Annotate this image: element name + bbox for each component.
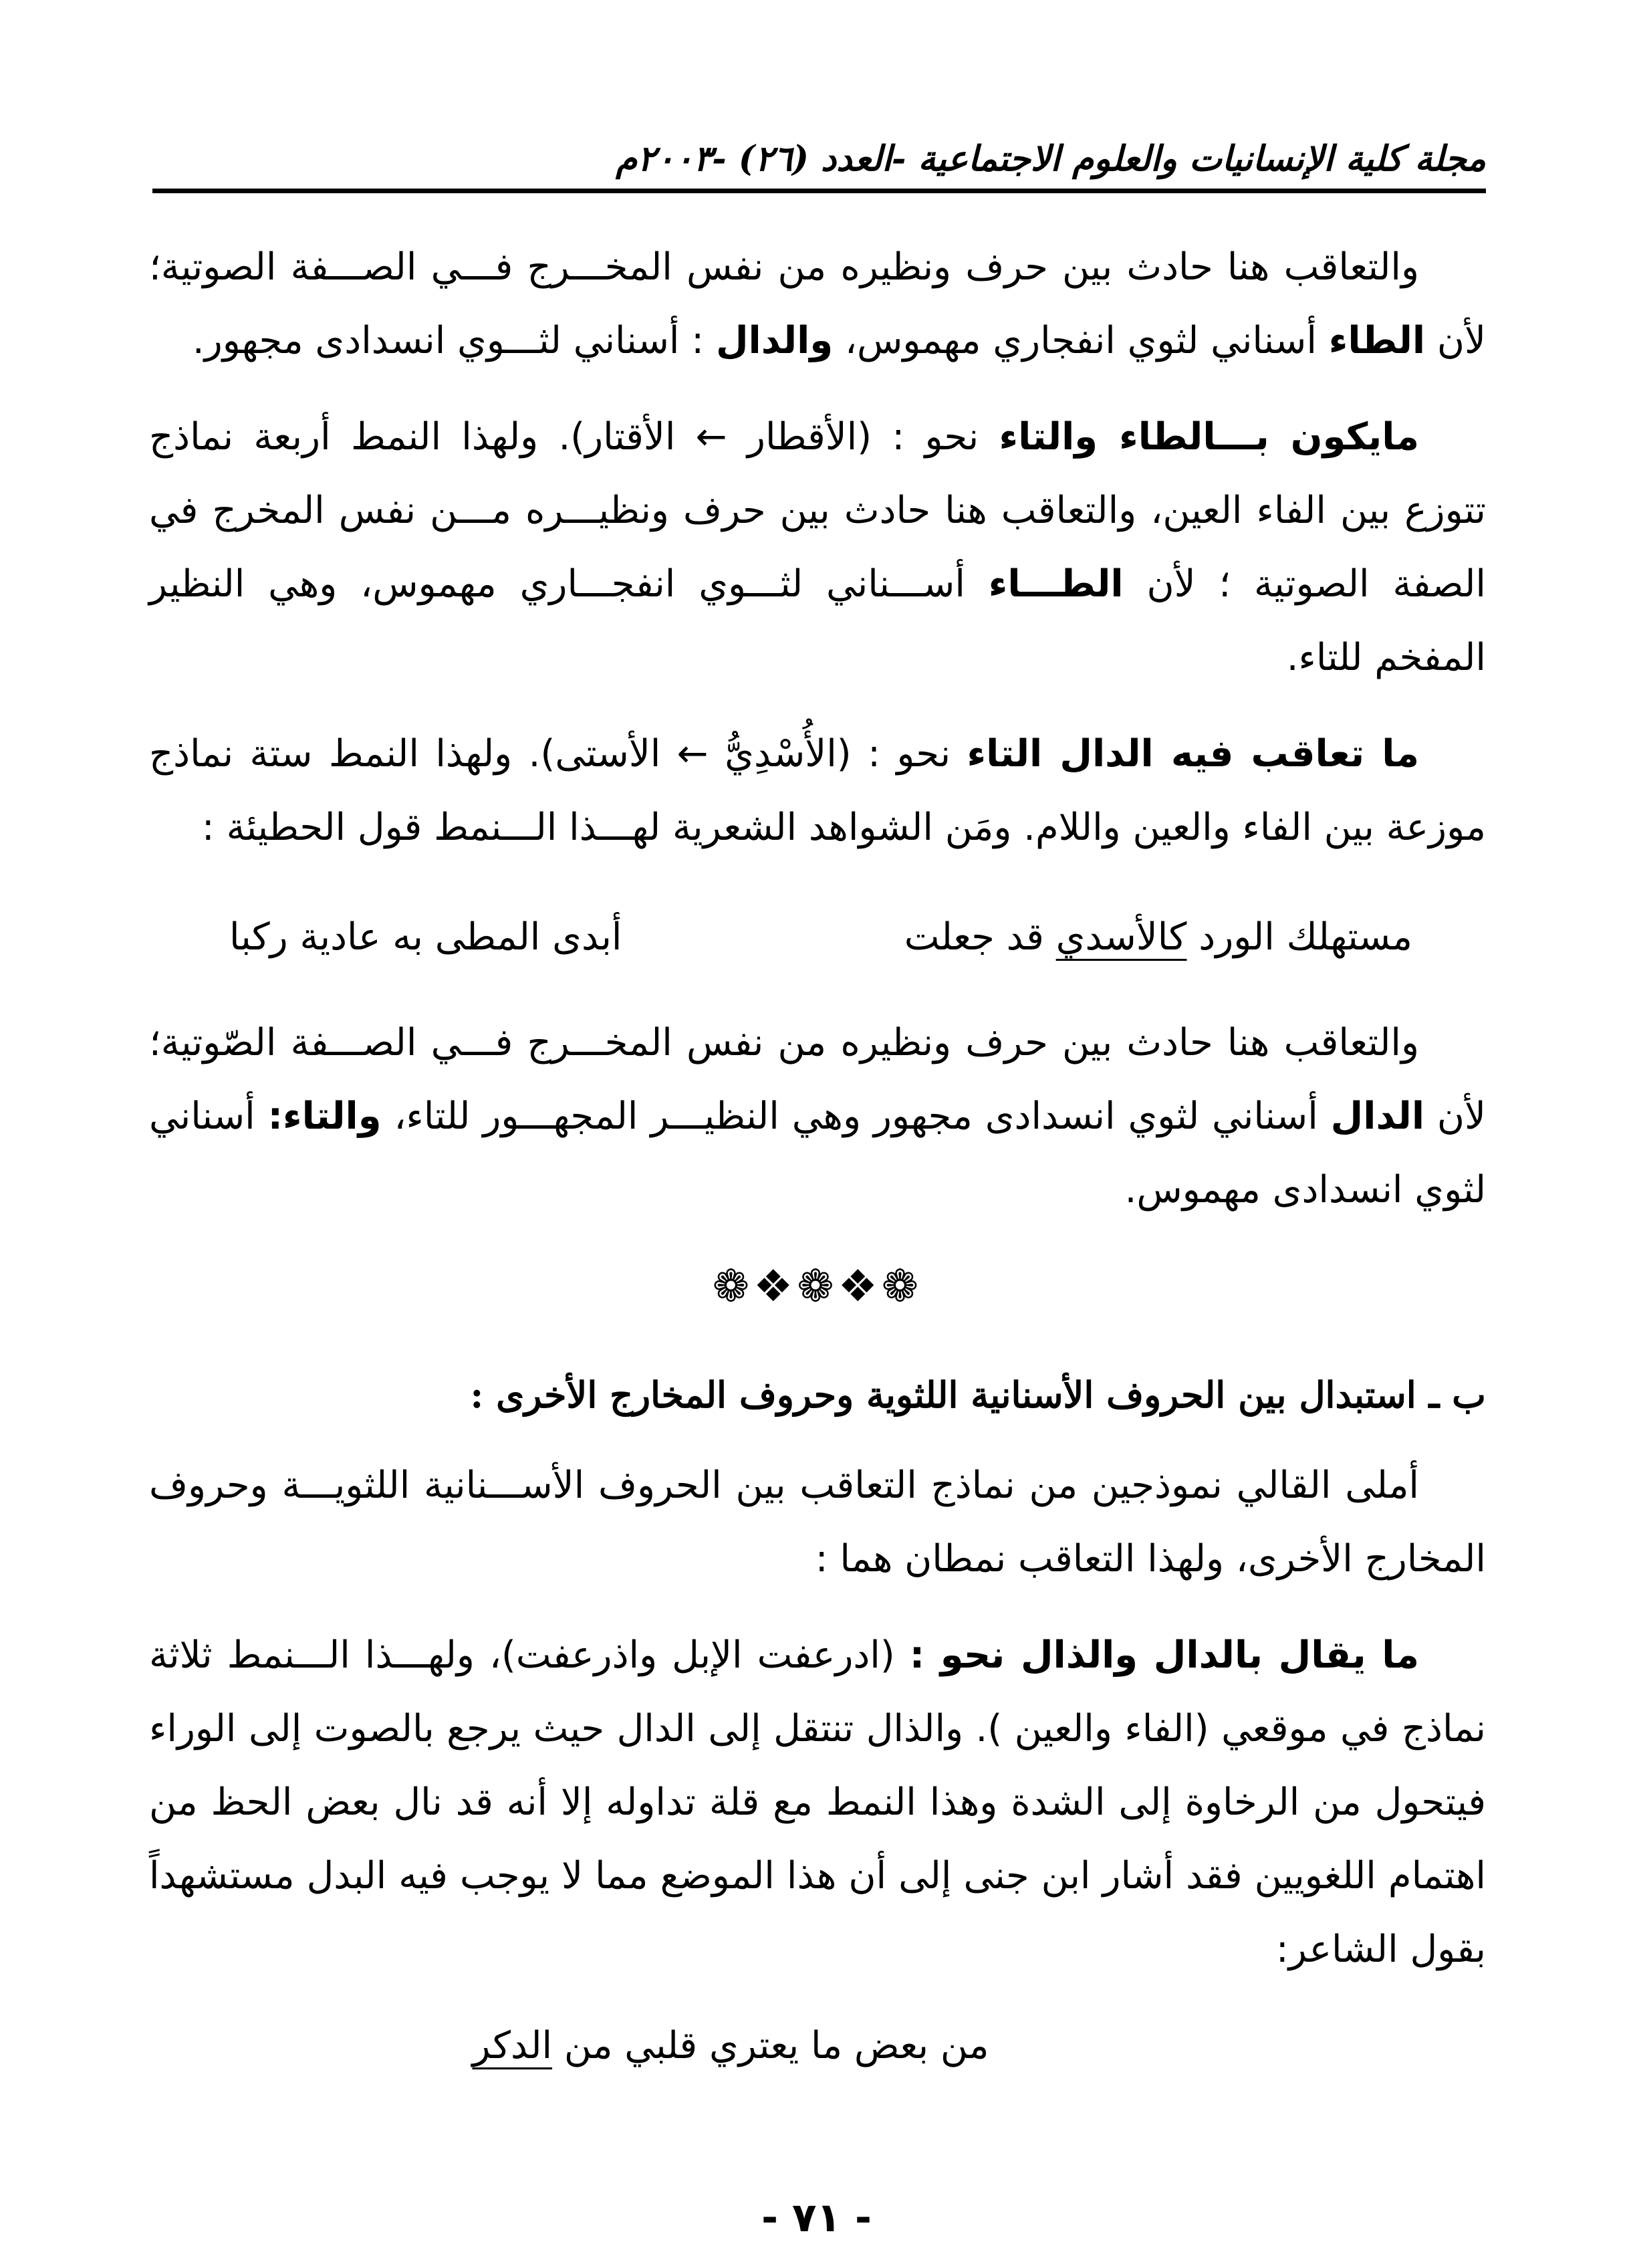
text-run: (ادرعفت الإبل واذرعفت)، ولهـــذا الـــنمط ثلاثة نماذج في موقعي (الفاء والعين ). والذال تنتقل إلى الدال حيث يرجع بالصوت إلى الوراء فيتحول من الرخاوة إلى الشدة وهذا النمط مع قلة تداوله إلا أنه قد نال بعض الحظ من اهتمام اللغويين فقد أشار ابن جنى إلى أن هذا الموضع مما لا يوجب فيه البدل مستشهداً بقول الشاعر: bbox=[149, 1633, 1486, 1971]
text-run: والتعاقب هنا حادث بين حرف ونظيره من نفس المخـــرج فـــي الصـــفة الصّوتية؛ لأن bbox=[149, 1021, 1486, 1138]
text-run: أملى القالي نموذجين من نماذج التعاقب بين الحروف الأســـنانية اللثويـــة وحروف المخارج الأخرى، ولهذا التعاقب نمطان هما : bbox=[149, 1464, 1486, 1581]
text-run: نحو : (الأُسْدِيُّ ← الأستى). ولهذا النمط ستة نماذج موزعة بين الفاء والعين واللام. ومَن الشواهد الشعرية لهـــذا الـــنمط قول الحطيئة : bbox=[149, 732, 1486, 849]
bold-term: الطاء bbox=[1328, 319, 1426, 362]
text-run: مستهلك الورد bbox=[1186, 915, 1412, 959]
ornament-divider: ❁❖❁❖❁ bbox=[712, 1260, 923, 1312]
journal-title: مجلة كلية الإنسانيات والعلوم الاجتماعية -العدد (٢٦) -٢٠٠٣م bbox=[616, 138, 1486, 179]
article-body bbox=[149, 231, 1486, 2083]
verse-first-hemistich bbox=[904, 901, 1412, 974]
text-run: قد جعلت bbox=[904, 915, 1056, 959]
bold-term: والتاء: bbox=[267, 1095, 382, 1138]
paragraph-4 bbox=[149, 1006, 1486, 1227]
text-run: من بعض ما يعتري قلبي من bbox=[552, 2024, 989, 2067]
text-run: أسناني لثوي انفجاري مهموس، bbox=[833, 319, 1329, 362]
text-run: أســـناني لثـــوي انفجـــاري مهموس، وهي النظير المفخم للتاء. bbox=[149, 562, 1486, 679]
bold-term: مايكون بـــالطاء والتاء bbox=[999, 415, 1419, 459]
text-run: والتعاقب هنا حادث بين حرف ونظيره من نفس المخـــرج فـــي الصـــفة الصوتية؛ لأن bbox=[149, 245, 1486, 362]
header-divider bbox=[152, 189, 1486, 193]
poetry-quote bbox=[149, 2009, 1486, 2083]
bold-term: ما تعاقب فيه الدال التاء bbox=[967, 732, 1419, 776]
paragraph-3 bbox=[149, 717, 1486, 865]
underlined-word: كالأسدي bbox=[1055, 915, 1187, 959]
poetry-verse bbox=[149, 887, 1486, 1006]
page-number: - ٧١ - bbox=[761, 2194, 872, 2241]
text-run: أسناني لثوي انسدادى مجهور وهي النظيـــر المجهـــور للتاء، bbox=[381, 1095, 1331, 1138]
journal-header bbox=[152, 126, 1486, 186]
bold-term: الطـــاء bbox=[988, 562, 1124, 606]
text-run: أسناني لثوي انسدادى مهموس. bbox=[149, 1095, 1486, 1212]
bold-term: الدال bbox=[1330, 1095, 1425, 1138]
paragraph-6 bbox=[149, 1619, 1486, 1987]
paragraph-2 bbox=[149, 401, 1486, 695]
text-run: نحو : (الأقطار ← الأقتار). ولهذا النمط أربعة نماذج تتوزع بين الفاء العين، والتعاقب هنا حادث بين حرف ونظيـــره مـــن نفس المخرج في الصفة الصوتية ؛ لأن bbox=[149, 415, 1486, 606]
section-heading: ب ـ استبدال بين الحروف الأسنانية اللثوية وحروف المخارج الأخرى : bbox=[470, 1373, 1486, 1416]
text-run: : أسناني لثـــوي انسدادى مجهور. bbox=[192, 319, 716, 362]
bold-term: والدال bbox=[715, 319, 834, 362]
bold-term: ما يقال بالدال والذال نحو : bbox=[909, 1633, 1419, 1677]
underlined-word: الدكر bbox=[472, 2024, 553, 2067]
verse-second-hemistich: أبدى المطى به عادية ركبا bbox=[229, 915, 622, 959]
paragraph-5 bbox=[149, 1449, 1486, 1596]
paragraph-1 bbox=[149, 231, 1486, 378]
